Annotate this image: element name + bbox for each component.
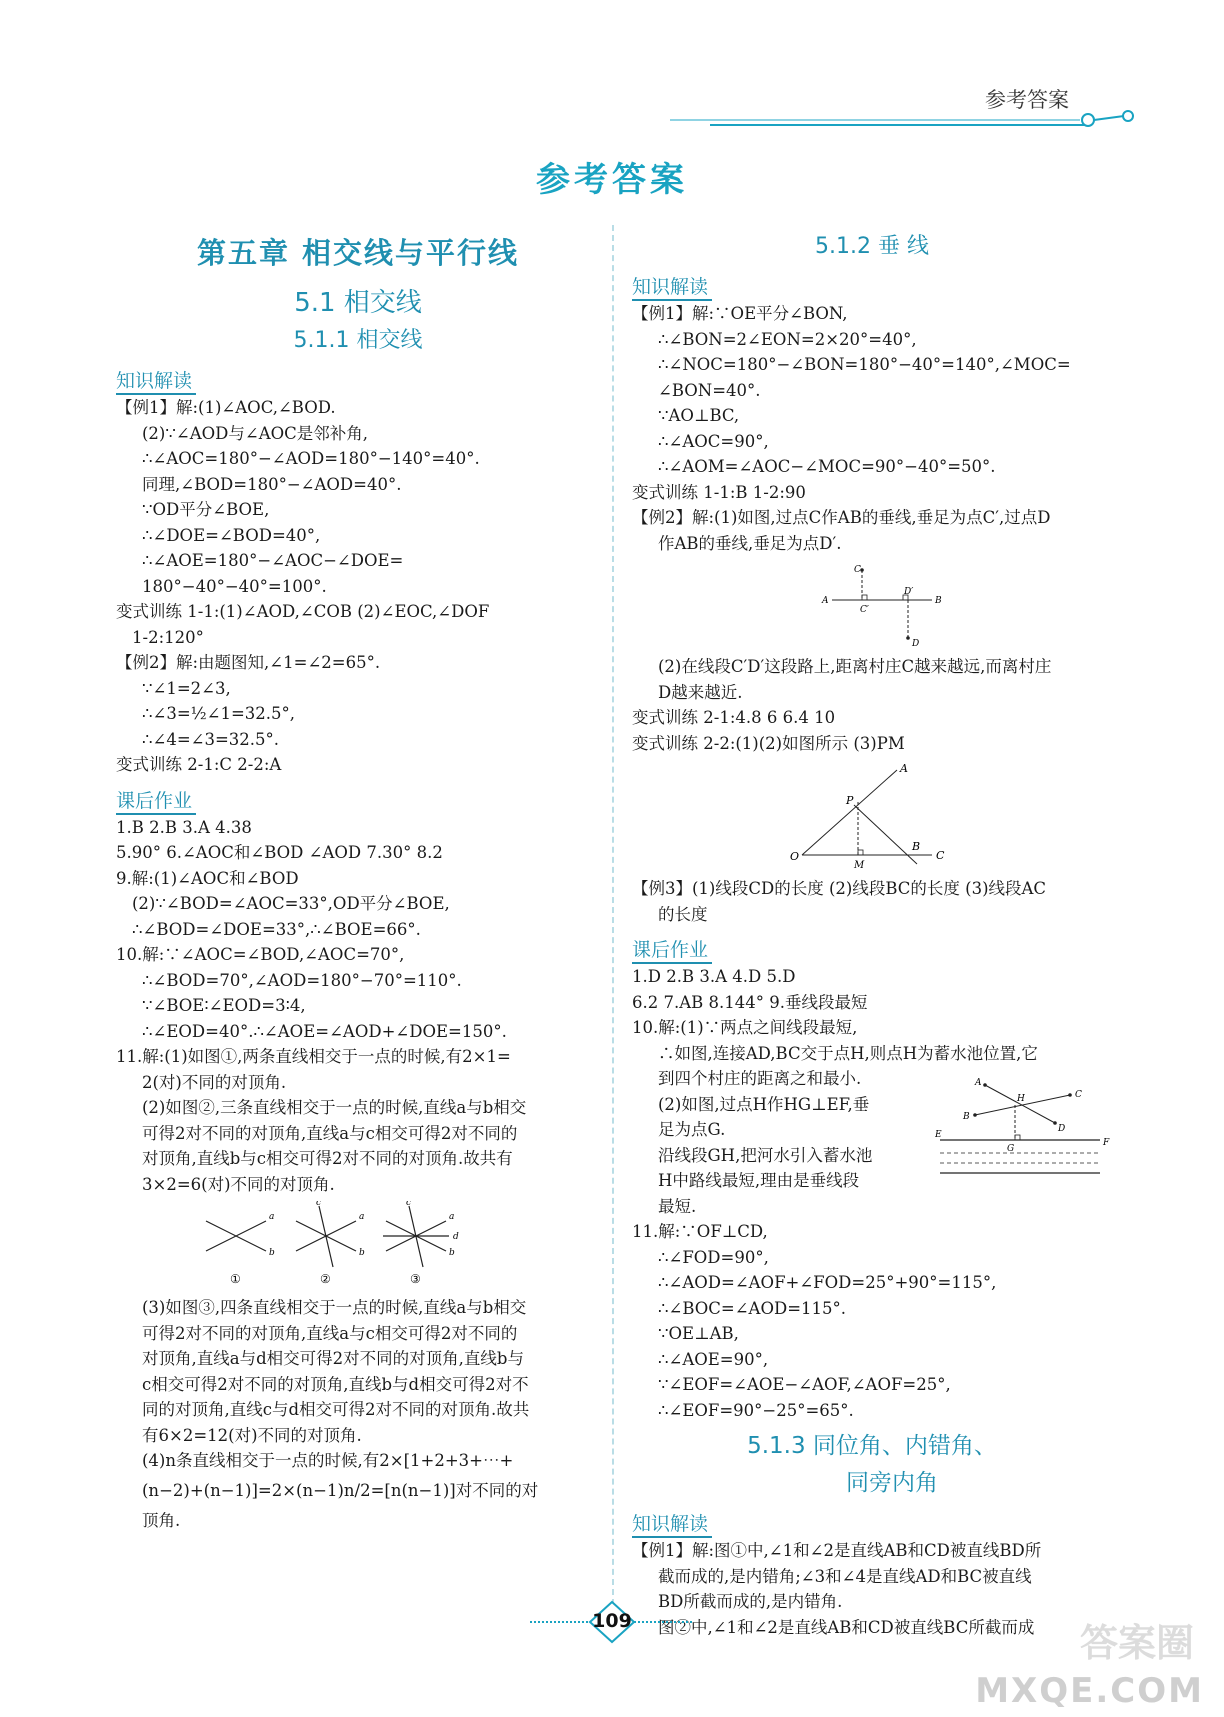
section-5-1-1: 5.1.1 相交线 [293, 328, 423, 353]
text-line: (2)如图②,三条直线相交于一点的时候,直线a与b相交 [142, 1098, 527, 1117]
text-line: ∵∠1=2∠3, [142, 678, 231, 698]
figure-reservoir [935, 1075, 1115, 1185]
text-line: ∴∠AOD=∠AOF+∠FOD=25°+90°=115°, [658, 1273, 997, 1292]
text-line: 图②中,∠1和∠2是直线AB和CD被直线BC所截而成 [658, 1617, 1035, 1637]
svg-text:c: c [316, 1201, 322, 1208]
text-line: (4)n条直线相交于一点的时候,有2×[1+2+3+⋯+ [142, 1451, 514, 1470]
text-line: 变式训练 2-1:4.8 6 6.4 10 [632, 708, 836, 727]
watermark: MXQE.COM [975, 1671, 1204, 1711]
page-number-block [530, 1600, 694, 1644]
watermark-logo: 答案圈 [1079, 1621, 1194, 1665]
tag-homework: 课后作业 [116, 786, 196, 815]
svg-text:b: b [449, 1248, 455, 1258]
text-line: 10.解:∵∠AOC=∠BOD,∠AOC=70°, [116, 945, 405, 964]
svg-text:③: ③ [410, 1272, 421, 1286]
text-line: ∴∠EOF=90°−25°=65°. [658, 1400, 854, 1420]
text-line: 的长度 [658, 904, 708, 924]
svg-text:a: a [269, 1212, 275, 1222]
column-divider [612, 225, 614, 1605]
text-line: 3×2=6(对)不同的对顶角. [142, 1174, 335, 1194]
svg-text:D: D [912, 639, 920, 649]
text-line: (3)如图③,四条直线相交于一点的时候,直线a与b相交 [142, 1298, 527, 1317]
svg-text:C: C [854, 565, 861, 575]
text-line: ∴∠DOE=∠BOD=40°, [142, 525, 321, 545]
text-line: ∴∠AOM=∠AOC−∠MOC=90°−40°=50°. [658, 457, 996, 476]
figure-intersecting-lines [196, 1201, 616, 1291]
section-5-1-3: 5.1.3 同位角、内错角、 [747, 1433, 997, 1459]
text-line: 足为点G. [658, 1120, 726, 1139]
svg-text:B: B [912, 840, 921, 853]
tag-knowledge: 知识解读 [116, 366, 196, 395]
svg-text:P: P [846, 794, 854, 807]
text-line: ∴∠AOC=180°−∠AOD=180°−140°=40°. [142, 449, 480, 468]
text-line: 截而成的,是内错角;∠3和∠4是直线AD和BC被直线 [658, 1566, 1032, 1586]
text-line: ∴∠AOE=90°, [658, 1349, 769, 1369]
tag-knowledge: 知识解读 [632, 1509, 712, 1538]
text-line: 【例1】解:∵OE平分∠BON, [632, 304, 848, 323]
text-line: 作AB的垂线,垂足为点D′. [658, 533, 842, 553]
text-line: ∴∠EOD=40°.∴∠AOE=∠AOD+∠DOE=150°. [142, 1021, 507, 1041]
svg-text:G: G [1007, 1144, 1015, 1154]
text-line: ∵OD平分∠BOE, [142, 500, 270, 519]
text-line: ∴∠BOC=∠AOD=115°. [658, 1298, 847, 1318]
text-line: 1.B 2.B 3.A 4.38 [116, 817, 252, 837]
tag-homework: 课后作业 [632, 935, 712, 964]
svg-text:a: a [449, 1212, 455, 1222]
figure-pm [632, 760, 1112, 872]
svg-text:C′: C′ [860, 605, 869, 615]
text-line: 180°−40°−40°=100°. [142, 576, 327, 596]
svg-text:A: A [900, 762, 908, 775]
text-line: ∴∠BOD=∠DOE=33°,∴∠BOE=66°. [132, 919, 421, 939]
svg-text:c: c [406, 1201, 412, 1208]
text-line: 同的对顶角,直线c与d相交可得2对不同的对顶角.故共 [142, 1400, 530, 1419]
text-line: ∴∠4=∠3=32.5°. [142, 729, 280, 749]
text-line: ∵AO⊥BC, [658, 406, 740, 425]
text-line: 【例3】(1)线段CD的长度 (2)线段BC的长度 (3)线段AC [632, 879, 1047, 898]
text-line: ∴∠AOE=180°−∠AOC−∠DOE= [142, 551, 404, 570]
svg-text:F: F [1103, 1138, 1110, 1148]
text-line: 顶角. [142, 1510, 181, 1530]
figure-3 [383, 1201, 459, 1286]
text-line: 对顶角,直线b与c相交可得2对不同的对顶角.故共有 [142, 1149, 513, 1168]
svg-text:C: C [1075, 1090, 1082, 1100]
text-line: ∵∠BOE∶∠EOD=3∶4, [142, 996, 306, 1015]
text-line: 【例2】解:(1)如图,过点C作AB的垂线,垂足为点C′,过点D [632, 508, 1051, 527]
text-line: 【例1】解:(1)∠AOC,∠BOD. [116, 398, 336, 417]
text-line: 变式训练 1-1:(1)∠AOD,∠COB (2)∠EOC,∠DOF [116, 602, 490, 621]
text-line: 有6×2=12(对)不同的对顶角. [142, 1425, 362, 1445]
svg-text:a: a [359, 1212, 365, 1222]
text-line: ∠BON=40°. [658, 380, 761, 400]
text-line: (n−2)+(n−1)]=2×(n−1)n/2=[n(n−1)]对不同的对 [142, 1480, 539, 1500]
text-line: 10.解:(1)∵两点之间线段最短, [632, 1018, 858, 1037]
figure-2 [296, 1201, 365, 1286]
svg-text:b: b [269, 1248, 275, 1258]
text-line: ∴如图,连接AD,BC交于点H,则点H为蓄水池位置,它 [658, 1043, 1038, 1063]
figure-1 [206, 1212, 275, 1286]
text-line: c相交可得2对不同的对顶角,直线b与d相交可得2对不 [142, 1374, 529, 1394]
figure-perpendicular-cd [632, 560, 1112, 650]
svg-text:O: O [790, 850, 800, 863]
svg-text:A: A [975, 1078, 982, 1088]
page-title: 参考答案 [536, 160, 688, 200]
text-line: 到四个村庄的距离之和最小. [658, 1069, 862, 1088]
text-line: (2)∵∠BOD=∠AOC=33°,OD平分∠BOE, [132, 894, 450, 913]
text-line: (2)∵∠AOD与∠AOC是邻补角, [142, 423, 369, 443]
svg-text:H: H [1017, 1094, 1025, 1104]
text-line: 【例1】解:图①中,∠1和∠2是直线AB和CD被直线BD所 [632, 1541, 1042, 1560]
text-line: (2)如图,过点H作HG⊥EF,垂 [658, 1094, 870, 1114]
text-line: 最短. [658, 1196, 697, 1216]
svg-text:E: E [935, 1130, 942, 1140]
text-line: ∴∠NOC=180°−∠BON=180°−40°=140°,∠MOC= [658, 355, 1071, 374]
section-5-1-3-sub: 同旁内角 [846, 1470, 938, 1496]
left-column [116, 225, 600, 1533]
text-line: ∴∠FOD=90°, [658, 1247, 769, 1267]
text-line: 可得2对不同的对顶角,直线a与c相交可得2对不同的 [142, 1123, 518, 1143]
text-line: 11.解:∵OF⊥CD, [632, 1222, 768, 1241]
svg-text:C: C [936, 849, 945, 862]
svg-text:B: B [963, 1112, 970, 1122]
text-line: 沿线段GH,把河水引入蓄水池 [658, 1145, 873, 1165]
text-line: 5.90° 6.∠AOC和∠BOD ∠AOD 7.30° 8.2 [116, 843, 443, 862]
right-column [632, 225, 1112, 1640]
svg-text:d: d [453, 1232, 459, 1242]
svg-text:B: B [935, 596, 942, 606]
tag-knowledge: 知识解读 [632, 272, 712, 301]
svg-text:b: b [359, 1248, 365, 1258]
text-line: 同理,∠BOD=180°−∠AOD=40°. [142, 474, 402, 494]
header-label: 参考答案 [985, 88, 1069, 112]
text-line: 1.D 2.B 3.A 4.D 5.D [632, 967, 796, 986]
text-line: ∴∠3=½∠1=32.5°, [142, 704, 296, 723]
text-line: ∴∠AOC=90°, [658, 431, 769, 451]
text-line: 1-2:120° [132, 627, 204, 647]
text-line: ∴∠BON=2∠EON=2×20°=40°, [658, 329, 917, 349]
text-line: D越来越近. [658, 682, 743, 702]
text-line: 【例2】解:由题图知,∠1=∠2=65°. [116, 653, 381, 672]
header-decoration [670, 108, 1140, 132]
text-line: 2(对)不同的对顶角. [142, 1072, 287, 1092]
text-line: 变式训练 1-1:B 1-2:90 [632, 482, 806, 502]
text-line: 6.2 7.AB 8.144° 9.垂线段最短 [632, 992, 868, 1012]
section-5-1: 5.1 相交线 [294, 288, 422, 318]
text-line: 9.解:(1)∠AOC和∠BOD [116, 868, 299, 888]
section-5-1-2: 5.1.2 垂 线 [815, 234, 929, 259]
svg-text:A: A [822, 596, 829, 606]
svg-text:②: ② [320, 1272, 331, 1286]
svg-text:D: D [1058, 1124, 1066, 1134]
text-line: ∵∠EOF=∠AOE−∠AOF,∠AOF=25°, [658, 1375, 951, 1394]
text-line: 变式训练 2-1:C 2-2:A [116, 755, 282, 774]
svg-text:M: M [854, 860, 865, 871]
text-line: 变式训练 2-2:(1)(2)如图所示 (3)PM [632, 733, 905, 753]
text-line: H中路线最短,理由是垂线段 [658, 1171, 860, 1190]
page-number: 109 [592, 1610, 632, 1632]
text-line: 对顶角,直线a与d相交可得2对不同的对顶角,直线b与 [142, 1349, 524, 1368]
text-line: (2)在线段C′D′这段路上,距离村庄C越来越远,而离村庄 [658, 657, 1052, 676]
text-line: 可得2对不同的对顶角,直线a与c相交可得2对不同的 [142, 1323, 518, 1343]
chapter-heading: 第五章 相交线与平行线 [196, 236, 520, 270]
svg-text:D′: D′ [904, 587, 914, 597]
text-line: BD所截而成的,是内错角. [658, 1592, 843, 1611]
text-line: ∵OE⊥AB, [658, 1324, 739, 1343]
svg-text:①: ① [230, 1272, 241, 1286]
text-line: 11.解:(1)如图①,两条直线相交于一点的时候,有2×1= [116, 1047, 511, 1066]
text-line: ∴∠BOD=70°,∠AOD=180°−70°=110°. [142, 970, 462, 990]
